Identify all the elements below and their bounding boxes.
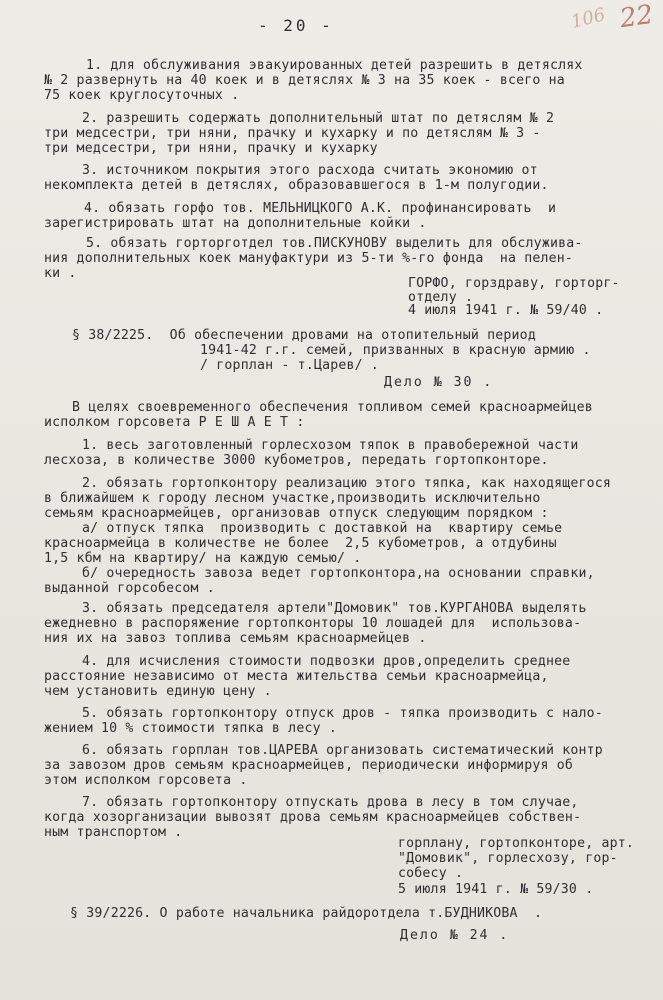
text-line: три медсестри, три няни, прачку и кухарку [44, 141, 378, 156]
text-line: а/ отпуск тяпка производить с доставкой на квартиру семье [82, 521, 563, 536]
page-number: - 20 - [258, 16, 334, 35]
text-line: ным транспортом . [44, 825, 183, 840]
resolution-intro: исполком горсовета Р Е Ш А Е Т : [44, 415, 305, 430]
text-line: 3. обязать председателя артели"Домовик" тов.КУРГАНОВА выделять [82, 601, 587, 616]
text-line: в ближайшем к городу лесном участке,производить исключительно [44, 491, 541, 506]
text-line: красноармейца в количестве не более 2,5 кубометров, а отдубины [44, 536, 557, 551]
text-line: лесхоза, в количестве 3000 кубометров, передать гортопконторе. [44, 453, 549, 468]
text-line: жением 10 % стоимости тяпка в лесу . [44, 721, 338, 736]
text-line: выданной горсобесом . [44, 581, 215, 596]
text-line: В целях своевременного обеспечения топливом семей красноармейцев [72, 400, 593, 415]
section-heading: § 38/2225. Об обеспечении дровами на отопительный период [72, 328, 536, 343]
text-line: зарегистрировать штат на дополнительные койки . [44, 216, 427, 231]
text-line: 1,5 кбм на квартиру/ на каждую семью/ . [44, 551, 362, 566]
text-line: 1. весь заготовленный горлесхозом тяпок в правобережной части [82, 438, 579, 453]
text-line: чем установить единую цену . [44, 684, 272, 699]
text-line: 5. обязать горторготдел тов.ПИСКУНОВУ выделить для обслужива- [86, 236, 583, 251]
text-line: 75 коек круглосуточных . [44, 88, 240, 103]
section-heading-line: 1941-42 г.г. семей, призванных в красную армию . [200, 343, 591, 358]
case-number: Дело № 24 . [400, 928, 510, 943]
distribution-line: отделу . [408, 290, 474, 305]
section-responsible: / горплан - т.Царев/ . [200, 358, 380, 373]
text-line: когда хозорганизации вывозят дрова семьям красноармейцев собствен- [44, 810, 582, 825]
text-line: № 2 развернуть на 40 коек и в детяслях № 3 на 35 коек - всего на [44, 73, 565, 88]
distribution-line: ГОРФО, горздраву, горторг- [408, 276, 620, 291]
text-line: 5. обязать гортопконтору отпуск дров - тяпка производить с нало- [82, 706, 603, 721]
text-line: некомплекта детей в детяслях, образовавшегося в 1-м полугодии. [44, 178, 549, 193]
text-line: 2. разрешить содержать дополнительный штат по детяслям № 2 [82, 111, 555, 126]
text-line: расстояние независимо от места жительства семьи красноармейца, [44, 669, 549, 684]
text-line: 4. обязать горфо тов. МЕЛЬНИЦКОГО А.К. профинансировать и [84, 201, 557, 216]
text-line: 1. для обслуживания эвакуированных детей разрешить в детяслях [86, 58, 583, 73]
text-line: ки . [44, 266, 77, 281]
distribution-line: "Домовик", горлесхозу, гор- [398, 851, 618, 866]
text-line: ния их на завоз топлива семьям красноармейцев . [44, 631, 427, 646]
text-line: ния дополнительных коек мануфактури из 5-ти %-го фонда на пелен- [44, 251, 574, 266]
text-line: три медсестри, три няни, прачку и кухарку и по детяслям № 3 - [44, 126, 541, 141]
text-line: 2. обязать гортопконтору реализацию этого тяпка, как находящегося [82, 476, 612, 491]
case-number: Дело № 30 . [384, 375, 494, 390]
text-line: 3. источником покрытия этого расхода считать экономию от [82, 163, 538, 178]
text-line: за завозом дров семьям красноармейцев, периодически информируя об [44, 758, 574, 773]
handwritten-number-faint: 106 [568, 4, 608, 33]
text-line: 7. обязать гортопконтору отпускать дрова в лесу в том случае, [82, 795, 579, 810]
decision-date: 4 июля 1941 г. № 59/40 . [408, 303, 604, 318]
distribution-line: горплану, гортопконторе, арт. [398, 836, 635, 851]
text-line: б/ очередность завоза ведет гортопконтора,на основании справки, [82, 566, 595, 581]
text-line: этом исполком горсовета . [44, 773, 248, 788]
text-line: семьям красноармейцев, организовав отпуск следующим порядком : [44, 506, 549, 521]
text-line: 6. обязать горплан тов.ЦАРЕВА организовать систематический контр [82, 743, 603, 758]
text-line: 4. для исчисления стоимости подвозки дров,определить среднее [82, 654, 571, 669]
section-heading: § 39/2226. О работе начальника райдоротдела т.БУДНИКОВА . [70, 906, 543, 921]
text-line: ежедневно в распоряжение гортопконторы 10 лошадей для использова- [44, 616, 582, 631]
handwritten-number: 22 [617, 0, 655, 35]
decision-date: 5 июля 1941 г. № 59/30 . [398, 882, 594, 897]
distribution-line: собесу . [398, 866, 464, 881]
